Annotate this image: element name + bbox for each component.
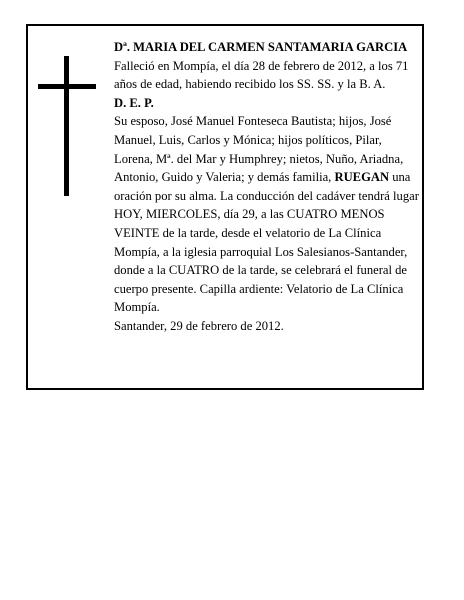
funeral-paragraph: [114, 112, 422, 317]
cross-icon: [38, 56, 96, 196]
deceased-name: Dª. MARIA DEL CARMEN SANTAMARIA GARCIA: [114, 40, 408, 54]
funeral-details: una oración por su alma. La conducción del cadáver tendrá lugar HOY, MIERCOLES, día 29, a las CUATRO MENOS VEINTE de la tarde, desde el velatorio de La Clínica Mompía, a la iglesia parroquial Los Salesianos-Santander, donde a la CUATRO de la tarde, se celebrará el funeral de cuerpo presente. Capilla ardiente: Velatorio de La Clínica Mompía.: [114, 170, 419, 315]
obituary-text: [114, 38, 422, 336]
family-list: Su esposo, José Manuel Fonteseca Bautista; hijos, José Manuel, Luis, Carlos y Mónica; hijos políticos, Pilar, Lorena, Mª. del Mar y Humphrey; nietos, Nuño, Ariadna, Antonio, Guido y Valeria; y demás familia,: [114, 114, 404, 185]
cross-vertical-bar: [64, 56, 69, 196]
place-date: Santander, 29 de febrero de 2012.: [114, 318, 284, 333]
ruegan-word: RUEGAN: [334, 170, 390, 185]
death-info: Falleció en Mompía, el día 28 de febrero de 2012, a los 71 años de edad, habiendo recibido los SS. SS. y la B. A.: [114, 58, 409, 92]
dep-abbreviation: D. E. P.: [114, 95, 154, 110]
cross-horizontal-bar: [38, 84, 96, 89]
